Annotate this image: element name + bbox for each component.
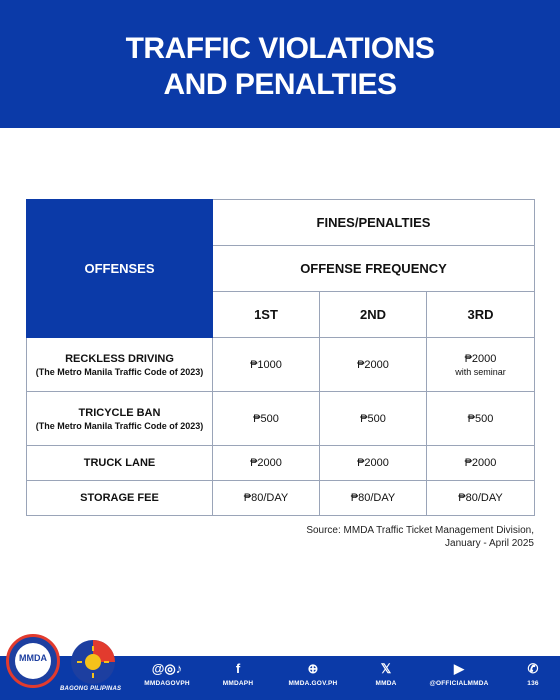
page-title: TRAFFIC VIOLATIONS AND PENALTIES [125,32,435,101]
penalties-table-wrapper [26,199,534,516]
table-row [27,446,535,481]
penalty-cell: ₱500 [427,392,535,446]
penalty-cell: ₱2000 [320,338,427,392]
mmda-logo: MMDA [6,634,60,688]
offense-name: RECKLESS DRIVING [65,352,174,365]
social-website[interactable]: ⊕ MMDA.GOV.PH [280,660,346,687]
col-3rd: 3RD [427,292,535,338]
offense-cell [27,392,213,446]
penalty-cell: ₱500 [320,392,427,446]
table-row [27,338,535,392]
penalty-cell: ₱80/DAY [427,481,535,516]
globe-icon: ⊕ [307,661,319,676]
social-youtube[interactable]: ▶ @OFFICIALMMDA [424,660,494,687]
social-facebook[interactable]: f MMDAPH [210,660,266,687]
penalty-cell: ₱80/DAY [320,481,427,516]
offense-cell [27,338,213,392]
offense-sub: (The Metro Manila Traffic Code of 2023) [35,420,204,431]
bagong-pilipinas-label: BAGONG PILIPINAS [60,686,122,692]
frequency-header: OFFENSE FREQUENCY [213,246,535,292]
social-threads-instagram-tiktok[interactable]: @◎♪ MMDAGOVPH [138,660,196,687]
offense-sub: (The Metro Manila Traffic Code of 2023) [35,366,204,377]
offense-name: TRUCK LANE [27,446,213,481]
facebook-icon: f [235,661,241,676]
penalty-cell: ₱2000 [213,446,320,481]
table-row [27,392,535,446]
offense-name: STORAGE FEE [27,481,213,516]
fines-header: FINES/PENALTIES [213,200,535,246]
penalty-cell: ₱2000 [427,446,535,481]
penalty-cell: ₱500 [213,392,320,446]
col-2nd: 2ND [320,292,427,338]
penalty-cell: ₱1000 [213,338,320,392]
phone-icon: ✆ [527,661,539,676]
social-phone[interactable]: ✆ 136 [516,660,550,687]
threads-instagram-tiktok-icon: @◎♪ [151,661,183,676]
social-x[interactable]: 𝕏 MMDA [364,660,408,687]
bagong-pilipinas-logo [64,636,122,688]
x-icon: 𝕏 [380,661,392,676]
penalty-value: ₱2000 [464,352,497,365]
offense-name: TRICYCLE BAN [78,406,161,419]
penalty-note: with seminar [455,366,506,377]
source-note: Source: MMDA Traffic Ticket Management Division, January - April 2025 [306,525,534,549]
offenses-header: OFFENSES [27,200,213,338]
table-row [27,481,535,516]
youtube-icon: ▶ [454,661,464,676]
penalty-cell: ₱80/DAY [213,481,320,516]
penalties-table [26,199,535,516]
col-1st: 1ST [213,292,320,338]
penalty-cell: ₱2000 [320,446,427,481]
header-banner [0,0,560,128]
penalty-cell [427,338,535,392]
